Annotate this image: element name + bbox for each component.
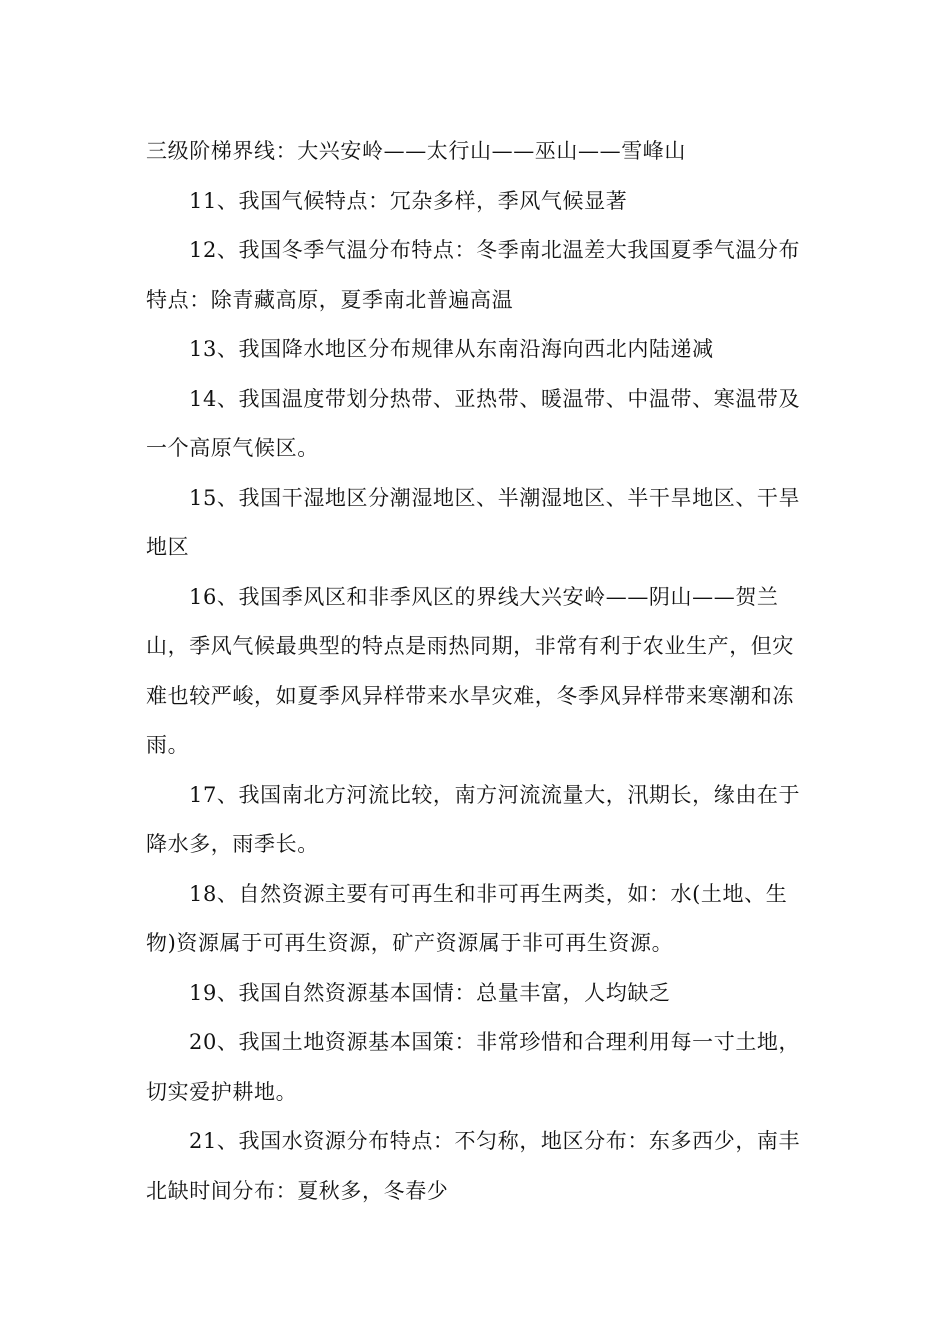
paragraph-19-resource-situation: 19、我国自然资源基本国情：总量丰富，人均缺乏 [189,980,671,1005]
paragraph-13-precipitation: 13、我国降水地区分布规律从东南沿海向西北内陆递减 [189,337,714,361]
paragraph-stair-boundary: 三级阶梯界线：大兴安岭——太行山——巫山——雪峰山 [146,139,686,163]
paragraph-18-natural-resources: 18、自然资源主要有可再生和非可再生两类，如：水(土地、生物)资源属于可再生资源，矿产资源属于非可再生资源。 [146,881,788,955]
paragraph-20-land-policy: 20、我国土地资源基本国策：非常珍惜和合理利用每一寸土地，切实爱护耕地。 [146,1030,801,1104]
paragraph-11-climate-features: 11、我国气候特点：冗杂多样，季风气候显著 [189,188,628,213]
paragraph-14-temperature-zones: 14、我国温度带划分热带、亚热带、暖温带、中温带、寒温带及一个高原气候区。 [146,386,801,460]
paragraph-15-humidity-regions: 15、我国干湿地区分潮湿地区、半潮湿地区、半干旱地区、干旱地区 [146,485,801,559]
paragraph-12-temperature-distribution: 12、我国冬季气温分布特点：冬季南北温差大我国夏季气温分布特点：除青藏高原，夏季南北普遍高温 [146,238,801,312]
paragraph-21-water-distribution: 21、我国水资源分布特点：不匀称，地区分布：东多西少，南丰北缺时间分布：夏秋多，冬春少 [146,1129,801,1203]
document-body [146,127,806,1216]
paragraph-17-rivers: 17、我国南北方河流比较，南方河流流量大，汛期长，缘由在于降水多，雨季长。 [146,782,801,856]
paragraph-16-monsoon-boundary: 16、我国季风区和非季风区的界线大兴安岭——阴山——贺兰山，季风气候最典型的特点是雨热同期，非常有利于农业生产，但灾难也较严峻，如夏季风异样带来水旱灾难，冬季风异样带来寒潮和冻雨。 [146,584,794,757]
